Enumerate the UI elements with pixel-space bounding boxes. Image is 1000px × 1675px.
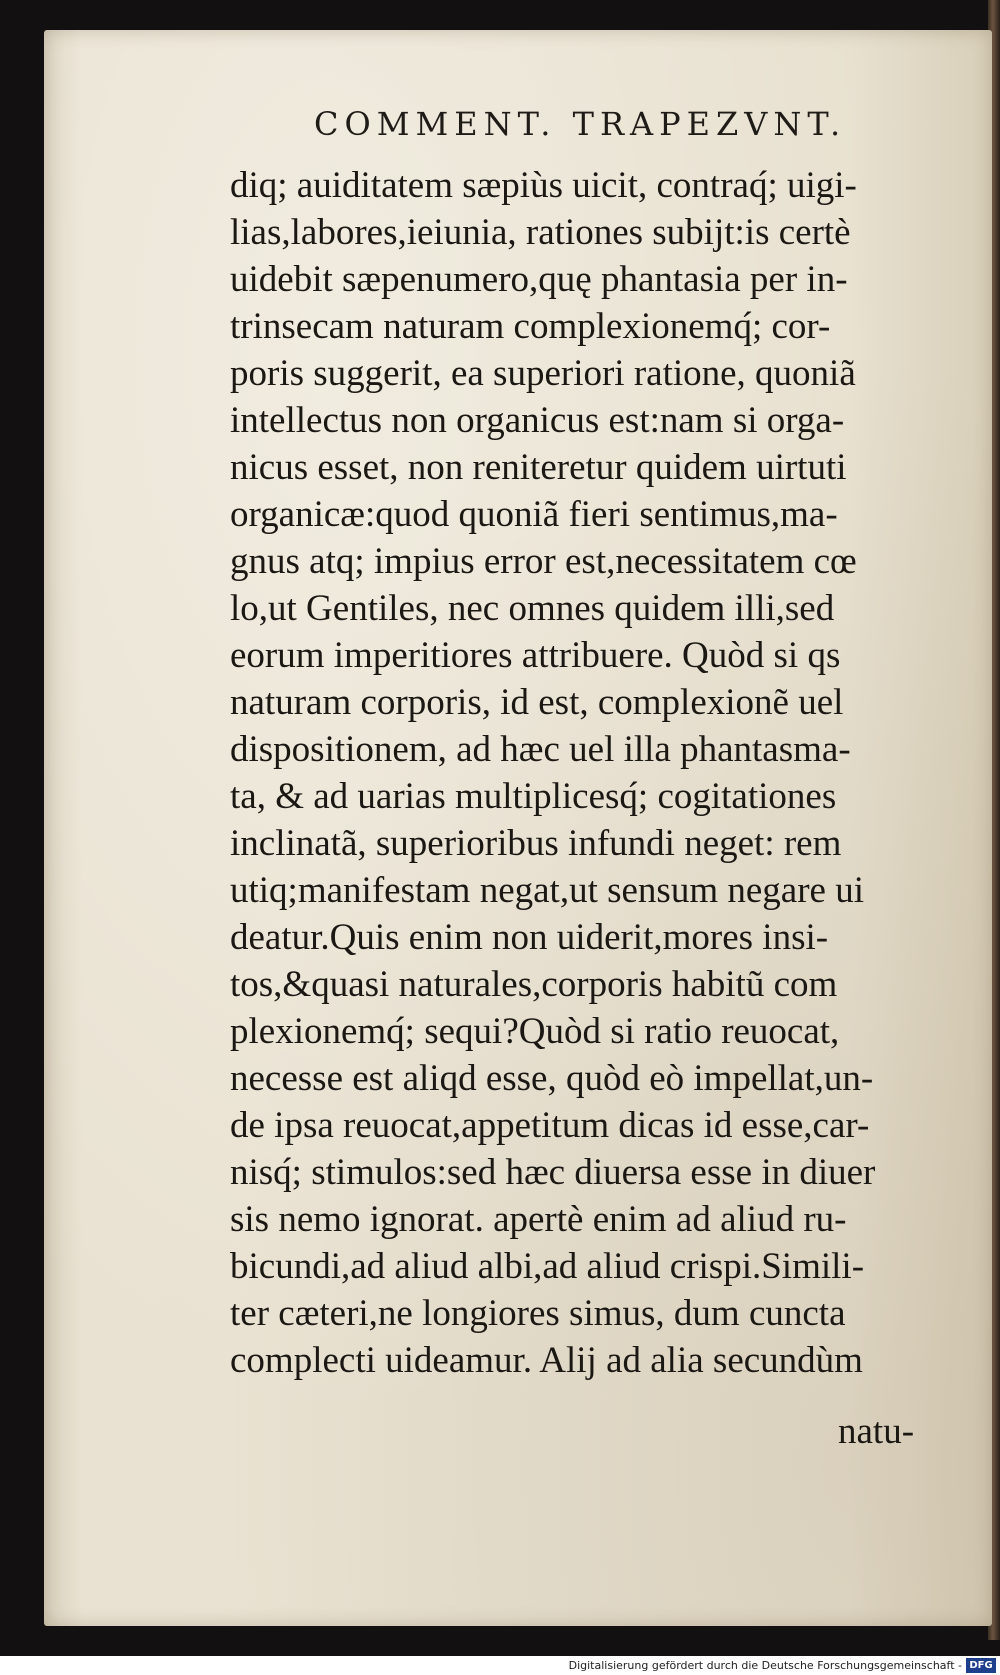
- text-line: bicundi,ad aliud albi,ad aliud crispi.Simili-: [230, 1246, 865, 1287]
- text-line: deatur.Quis enim non uiderit,mores insi-: [230, 917, 829, 958]
- text-line: gnus atq; impius error est,necessitatem cœ: [230, 541, 857, 582]
- text-line: lias,labores,ieiunia, rationes subijt:is certè: [230, 212, 851, 253]
- text-line: complecti uideamur. Alij ad alia secundùm: [230, 1340, 863, 1381]
- text-line: ter cæteri,ne longiores simus, dum cuncta: [230, 1293, 846, 1334]
- body-text: [230, 162, 945, 1384]
- text-line: necesse est aliqd esse, quòd eò impellat,un-: [230, 1058, 874, 1099]
- footer-bar: [0, 1656, 1000, 1675]
- text-line: poris suggerit, ea superiori ratione, quoniã: [230, 353, 856, 394]
- text-line: plexionemq́; sequi?Quòd si ratio reuocat,: [230, 1011, 840, 1052]
- text-line: nisq́; stimulos:sed hæc diuersa esse in diuer: [230, 1152, 876, 1193]
- text-line: trinsecam naturam complexionemq́; cor-: [230, 306, 831, 347]
- text-line: tos,&quasi naturales,corporis habitũ com: [230, 964, 838, 1005]
- text-line: ta, & ad uarias multiplicesq́; cogitationes: [230, 776, 837, 817]
- text-line: intellectus non organicus est:nam si orga-: [230, 400, 845, 441]
- text-line: organicæ:quod quoniã fieri sentimus,ma-: [230, 494, 838, 535]
- text-line: de ipsa reuocat,appetitum dicas id esse,car-: [230, 1105, 870, 1146]
- text-line: dispositionem, ad hæc uel illa phantasma-: [230, 729, 851, 770]
- text-line: sis nemo ignorat. apertè enim ad aliud ru-: [230, 1199, 847, 1240]
- text-line: diq; auiditatem sæpiùs uicit, contraq́; uigi-: [230, 165, 857, 206]
- catchword: natu-: [838, 1411, 915, 1452]
- text-line: inclinatã, superioribus infundi neget: rem: [230, 823, 842, 864]
- running-head: COMMENT. TRAPEZVNT.: [314, 105, 847, 143]
- text-line: eorum imperitiores attribuere. Quòd si qs: [230, 635, 841, 676]
- text-line: naturam corporis, id est, complexionẽ uel: [230, 682, 844, 723]
- text-line: nicus esset, non reniteretur quidem uirtuti: [230, 447, 847, 488]
- text-line: lo,ut Gentiles, nec omnes quidem illi,sed: [230, 588, 835, 629]
- dfg-logo: DFG: [966, 1658, 996, 1673]
- text-line: uidebit sæpenumero,quę phantasia per in-: [230, 259, 848, 300]
- footer-credit: Digitalisierung gefördert durch die Deutsche Forschungsgemeinschaft -: [568, 1659, 962, 1672]
- text-line: utiq;manifestam negat,ut sensum negare ui: [230, 870, 864, 911]
